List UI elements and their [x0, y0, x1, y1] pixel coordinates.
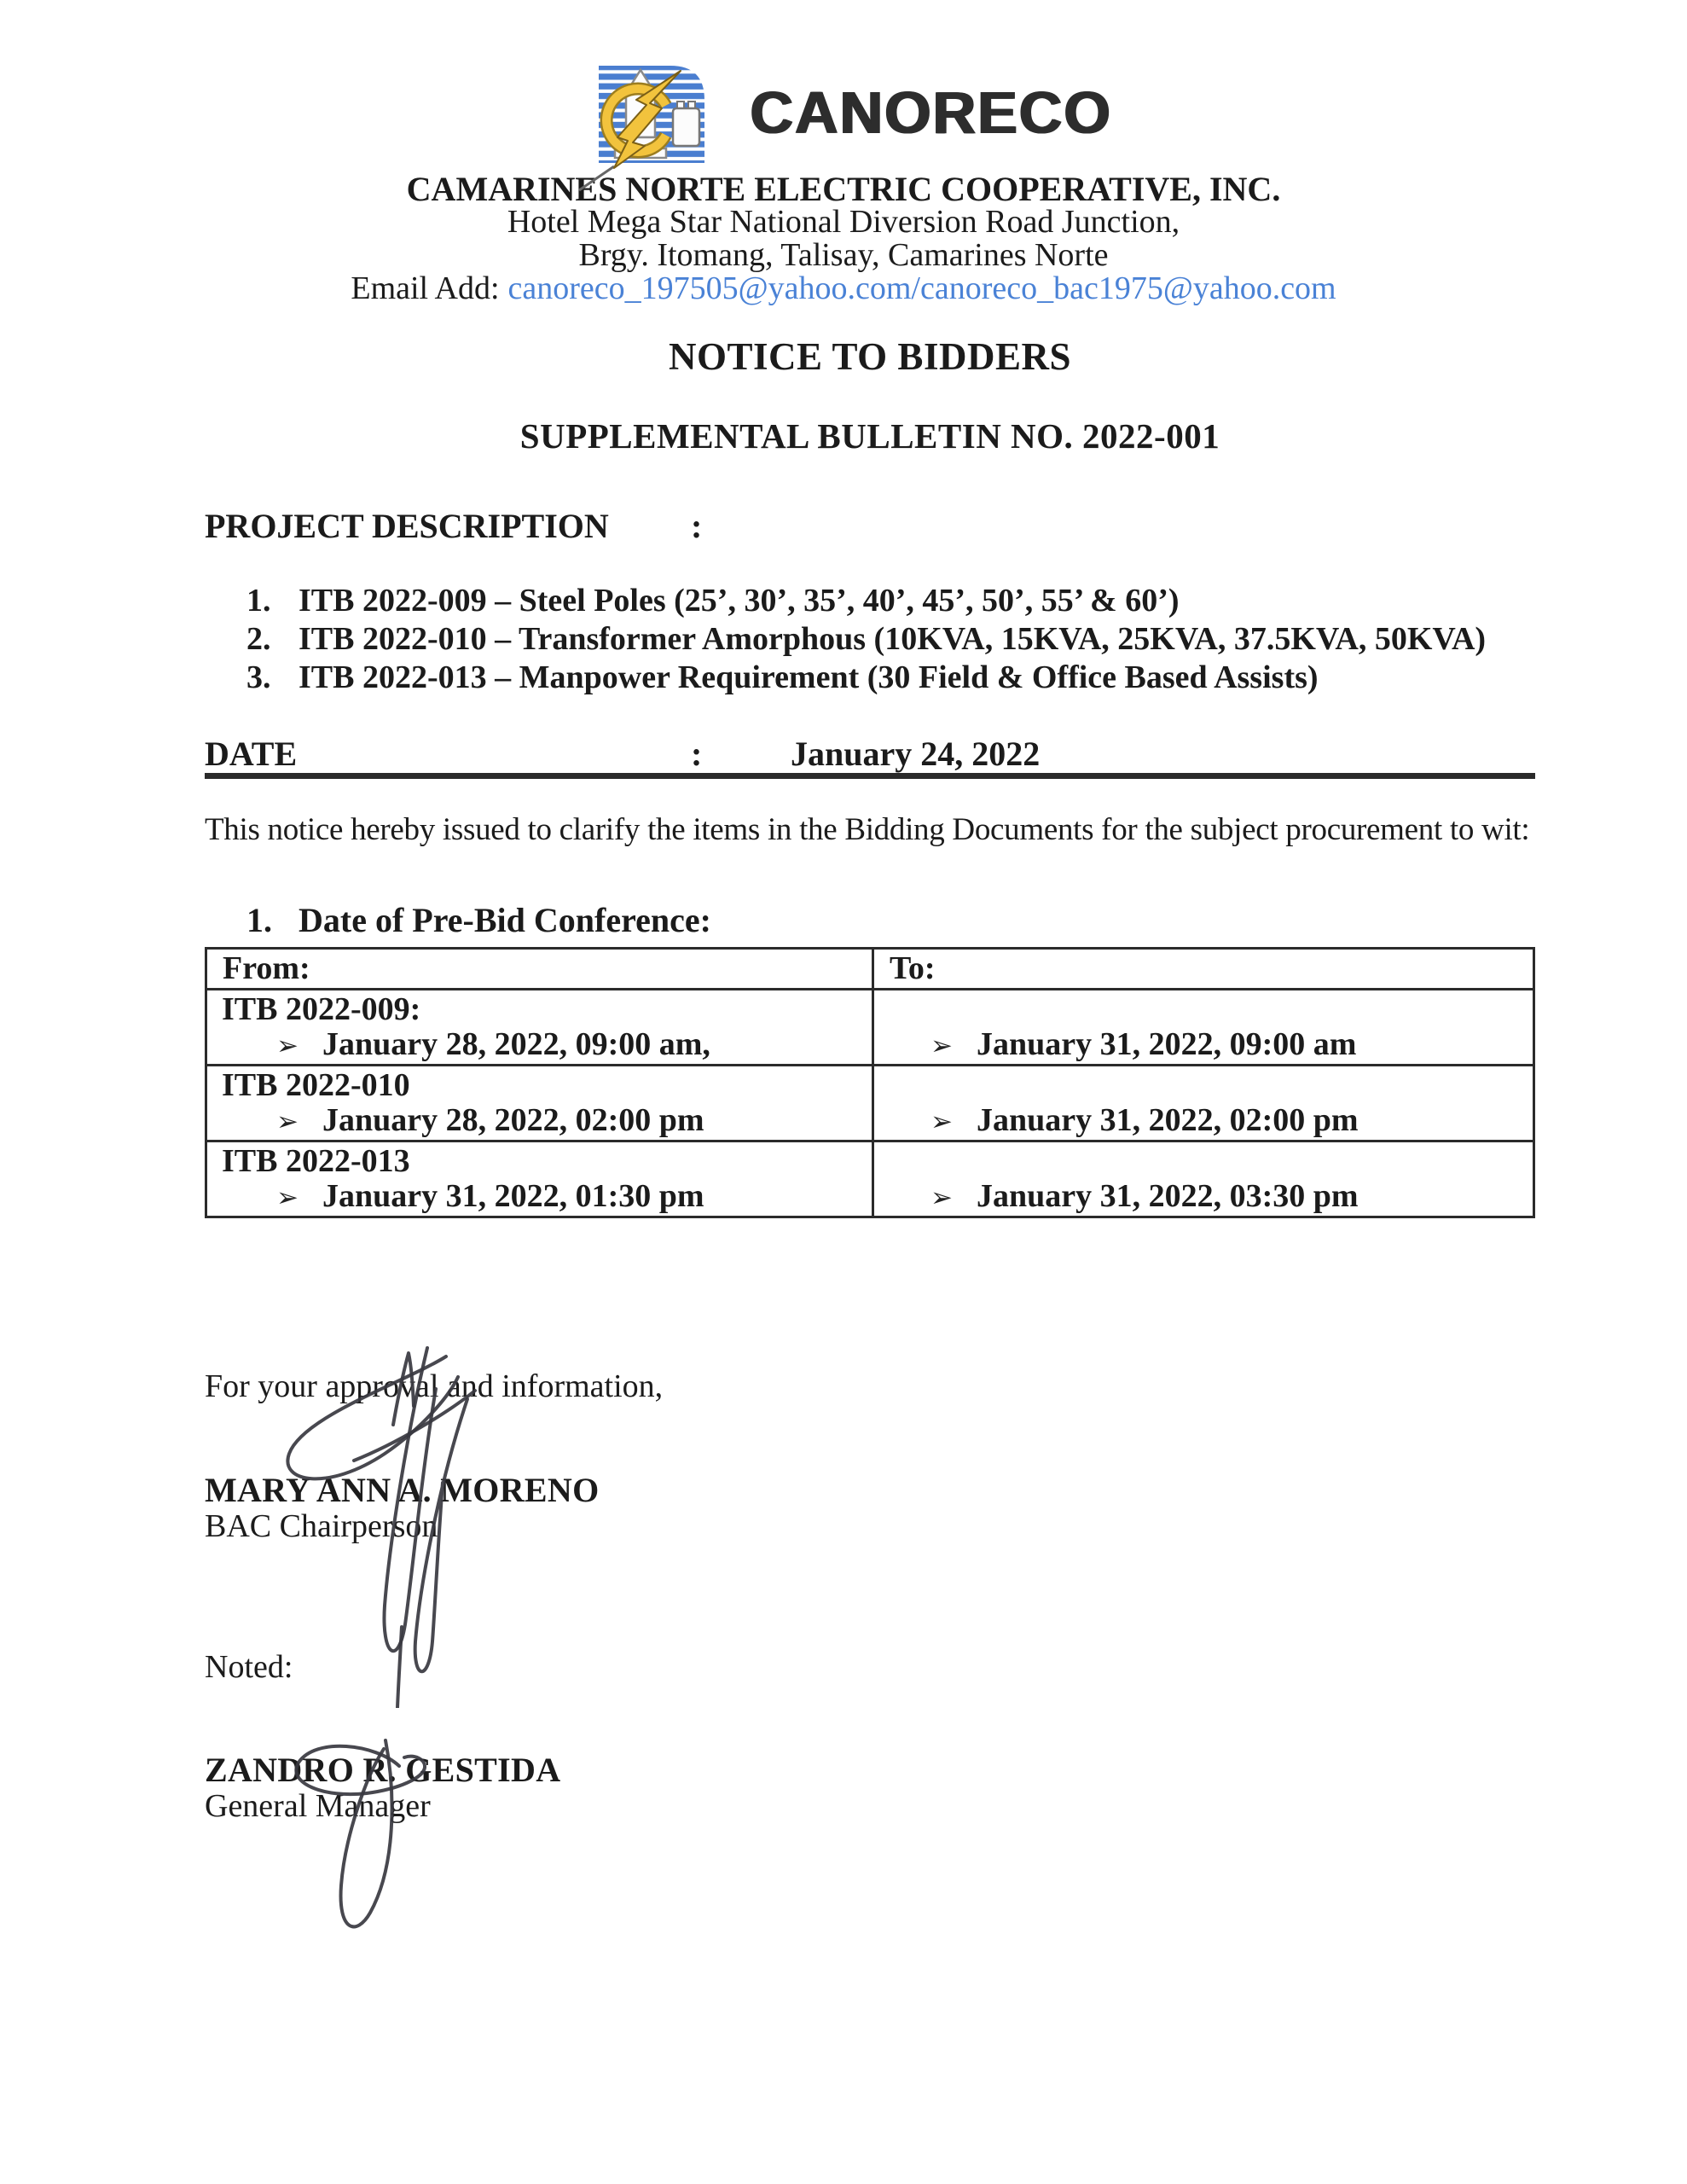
noted-label: Noted:: [205, 1649, 293, 1685]
itb-label: ITB 2022-009:: [222, 991, 421, 1027]
to-date: January 31, 2022, 02:00 pm: [976, 1102, 1359, 1138]
email-label: Email Add:: [351, 270, 500, 306]
arrow-bullet-icon: ➢: [276, 1107, 299, 1137]
arrow-bullet-icon: ➢: [276, 1031, 299, 1061]
date-label: DATE: [205, 735, 298, 773]
table-row: [206, 1141, 1534, 1217]
to-entry: [874, 1027, 1533, 1062]
from-date: January 28, 2022, 09:00 am,: [322, 1026, 710, 1062]
project-description-row: [205, 508, 1535, 544]
list-item: [205, 582, 1535, 620]
date-row: [205, 736, 1535, 772]
arrow-bullet-icon: ➢: [930, 1031, 953, 1061]
heading-number: 1.: [246, 901, 272, 939]
list-item-number: 3.: [246, 659, 271, 695]
email-line: [0, 272, 1687, 305]
signatory-name: ZANDRO R. GESTIDA: [205, 1751, 561, 1789]
brand-name: CANORECO: [750, 79, 1112, 146]
date-value: January 24, 2022: [791, 735, 1041, 773]
closing-line: For your approval and information,: [205, 1368, 664, 1404]
spacer: [874, 992, 1533, 1027]
list-item-number: 1.: [246, 583, 271, 619]
to-date: January 31, 2022, 03:30 pm: [976, 1178, 1359, 1214]
canoreco-logo-graphic: [575, 63, 716, 193]
to-cell: [873, 1066, 1534, 1141]
email-address: canoreco_197505@yahoo.com/canoreco_bac1975@yahoo.com: [507, 270, 1336, 306]
arrow-bullet-icon: ➢: [276, 1182, 299, 1213]
address-line-1: Hotel Mega Star National Diversion Road Junction,: [507, 204, 1180, 240]
bulletin-number: SUPPLEMENTAL BULLETIN NO. 2022-001: [519, 416, 1220, 456]
from-entry: [207, 1179, 872, 1214]
from-cell: [206, 1141, 873, 1217]
from-cell: [206, 1066, 873, 1141]
notice-paragraph: This notice hereby issued to clarify the items in the Bidding Documents for the subject procurement to wit:: [205, 812, 1530, 847]
project-items-list: [205, 582, 1535, 697]
to-entry: [874, 1179, 1533, 1214]
arrow-bullet-icon: ➢: [930, 1107, 953, 1137]
table-row: [206, 1066, 1534, 1141]
logo-bolt-tail: [579, 166, 614, 190]
date-colon: :: [691, 735, 703, 773]
spacer: [874, 1144, 1533, 1179]
horizontal-rule: [205, 773, 1535, 779]
project-description-label: PROJECT DESCRIPTION: [205, 507, 609, 545]
signatory-title: General Manager: [205, 1788, 431, 1824]
itb-label: ITB 2022-013: [222, 1143, 410, 1179]
to-date: January 31, 2022, 09:00 am: [976, 1026, 1357, 1062]
letterhead: [0, 63, 1687, 193]
list-item-number: 2.: [246, 621, 271, 657]
from-date: January 28, 2022, 02:00 pm: [322, 1102, 704, 1138]
organization-name: CAMARINES NORTE ELECTRIC COOPERATIVE, INC.: [406, 170, 1281, 208]
logo-transformer-icon: [673, 108, 699, 146]
prebid-schedule-table: [205, 947, 1535, 1218]
table-header-row: [206, 949, 1534, 990]
column-header-from: From:: [206, 949, 873, 990]
address-line-2: Brgy. Itomang, Talisay, Camarines Norte: [578, 237, 1109, 273]
list-item: [205, 659, 1535, 697]
itb-label: ITB 2022-010: [222, 1067, 410, 1103]
arrow-bullet-icon: ➢: [930, 1182, 953, 1213]
list-item-text: ITB 2022-009 – Steel Poles (25’, 30’, 35’, 40’, 45’, 50’, 55’ & 60’): [299, 583, 1180, 619]
from-date: January 31, 2022, 01:30 pm: [322, 1178, 704, 1214]
document-title: NOTICE TO BIDDERS: [669, 335, 1071, 378]
prebid-conference-heading: [205, 903, 1535, 938]
spacer: [874, 1068, 1533, 1103]
canoreco-logo: [575, 63, 716, 193]
list-item-text: ITB 2022-013 – Manpower Requirement (30 Field & Office Based Assists): [299, 659, 1319, 695]
table-row: [206, 990, 1534, 1066]
heading-text: Date of Pre-Bid Conference:: [299, 901, 711, 939]
list-item-text: ITB 2022-010 – Transformer Amorphous (10KVA, 15KVA, 25KVA, 37.5KVA, 50KVA): [299, 621, 1487, 657]
column-header-to: To:: [873, 949, 1534, 990]
to-cell: [873, 1141, 1534, 1217]
to-cell: [873, 990, 1534, 1066]
signatory-name: MARY ANN A. MORENO: [205, 1471, 600, 1509]
from-entry: [207, 1027, 872, 1062]
signatory-title: BAC Chairperson: [205, 1508, 438, 1544]
project-description-colon: :: [691, 507, 703, 545]
document-body: [205, 337, 1535, 1824]
to-entry: [874, 1103, 1533, 1138]
from-entry: [207, 1103, 872, 1138]
list-item: [205, 620, 1535, 659]
from-cell: [206, 990, 873, 1066]
